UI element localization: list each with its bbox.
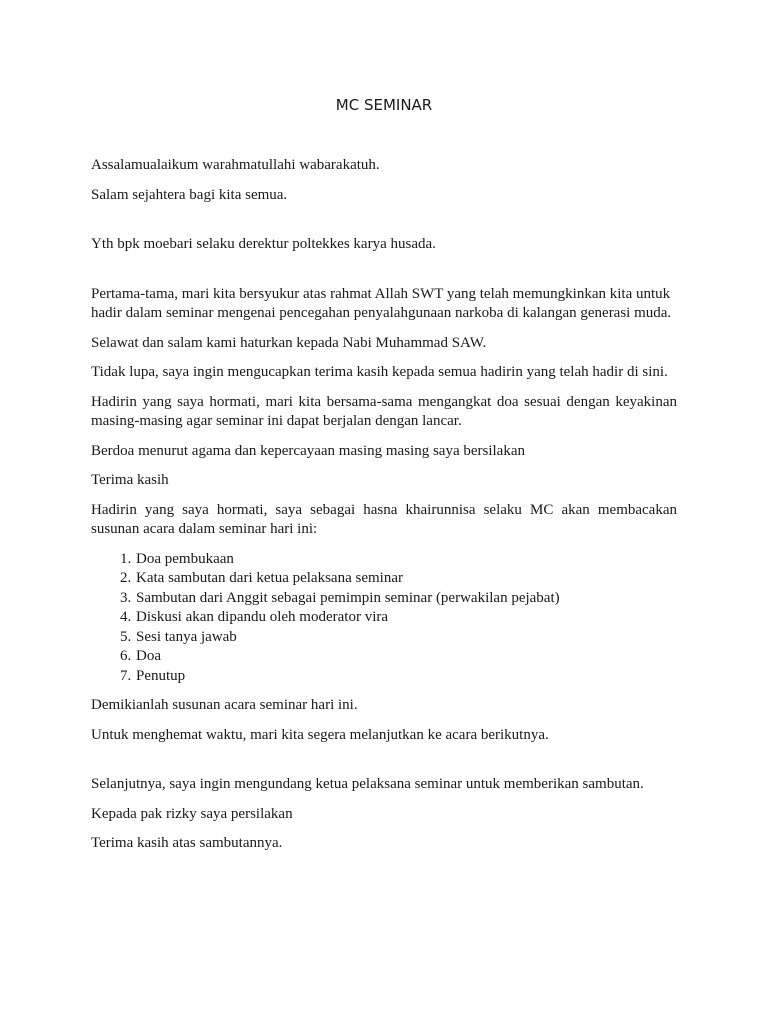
prayer-invite-paragraph: Hadirin yang saya hormati, mari kita bersama-sama mengangkat doa sesuai dengan keyakinan masing-masing agar seminar ini dapat berjalan dengan lancar.: [91, 393, 677, 429]
agenda-intro-paragraph: Hadirin yang saya hormati, saya sebagai hasna khairunnisa selaku MC akan membacakan susunan acara dalam seminar hari ini:: [91, 501, 677, 537]
agenda-close-paragraph: Demikianlah susunan acara seminar hari ini.: [91, 697, 358, 713]
agenda-item: 4. Diskusi akan dipandu oleh moderator vira: [135, 608, 677, 628]
agenda-item: 6. Doa: [135, 647, 677, 667]
agenda-list: [91, 550, 677, 687]
blank-line: [91, 215, 677, 235]
thanks-audience-paragraph: Tidak lupa, saya ingin mengucapkan terima kasih kepada semua hadirin yang telah hadir di sini.: [91, 364, 668, 380]
blank-line: [91, 755, 677, 775]
selawat-paragraph: Selawat dan salam kami haturkan kepada Nabi Muhammad SAW.: [91, 334, 487, 351]
salam-paragraph: Salam sejahtera bagi kita semua.: [91, 186, 288, 203]
agenda-item: 7. Penutup: [135, 667, 677, 687]
continue-paragraph: Untuk menghemat waktu, mari kita segera melanjutkan ke acara berikutnya.: [91, 726, 549, 743]
thanks-speech-paragraph: Terima kasih atas sambutannya.: [91, 835, 283, 851]
prayer-start-paragraph: Berdoa menurut agama dan kepercayaan masing masing saya bersilakan: [91, 442, 525, 459]
terima-kasih-paragraph: Terima kasih: [91, 472, 169, 488]
greeting-paragraph: Assalamualaikum warahmatullahi wabarakatuh.: [91, 157, 380, 173]
invite-chair-paragraph: Selanjutnya, saya ingin mengundang ketua pelaksana seminar untuk memberikan sambutan.: [91, 776, 644, 792]
agenda-item: 2. Kata sambutan dari ketua pelaksana seminar: [135, 569, 677, 589]
agenda-item: 5. Sesi tanya jawab: [135, 628, 677, 648]
blank-line: [91, 265, 677, 285]
invite-rizky-paragraph: Kepada pak rizky saya persilakan: [91, 805, 293, 822]
agenda-item: 3. Sambutan dari Anggit sebagai pemimpin seminar (perwakilan pejabat): [135, 589, 677, 609]
document-body: [91, 156, 677, 864]
agenda-item: 1. Doa pembukaan: [135, 550, 677, 570]
yth-paragraph: Yth bpk moebari selaku derektur poltekkes karya husada.: [91, 236, 436, 252]
page-title: MC SEMINAR: [335, 96, 433, 114]
opening-paragraph: Pertama-tama, mari kita bersyukur atas rahmat Allah SWT yang telah memungkinkan kita untuk hadir dalam seminar mengenai pencegahan penyalahgunaan narkoba di kalangan generasi muda.: [91, 285, 672, 321]
